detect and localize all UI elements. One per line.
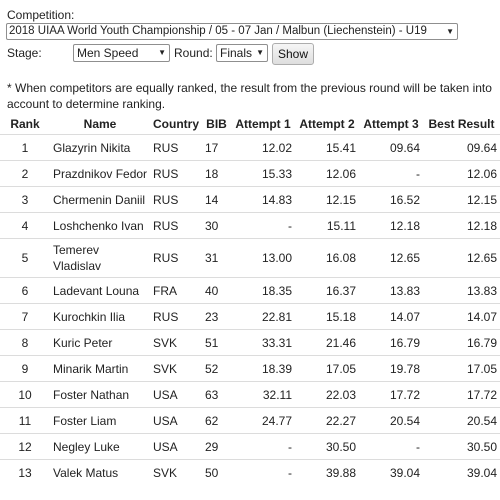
chevron-down-icon: ▼ xyxy=(446,27,454,36)
attempt-1-cell: 33.31 xyxy=(231,330,295,356)
round-label: Round: xyxy=(174,46,213,60)
bib-cell: 63 xyxy=(202,382,231,408)
round-select-value: Finals xyxy=(220,46,253,60)
attempt-1-cell: 13.00 xyxy=(231,239,295,278)
attempt-3-cell: 20.54 xyxy=(359,408,423,434)
attempt-2-cell: 30.50 xyxy=(295,434,359,460)
attempt-3-cell: 12.18 xyxy=(359,213,423,239)
bib-cell: 51 xyxy=(202,330,231,356)
name-cell: Temerev Vladislav xyxy=(50,239,150,278)
table-header-row xyxy=(0,114,500,135)
attempt-2-cell: 16.37 xyxy=(295,278,359,304)
name-cell: Loshchenko Ivan xyxy=(50,213,150,239)
table-row xyxy=(0,330,500,356)
attempt-1-cell: 22.81 xyxy=(231,304,295,330)
competition-select[interactable] xyxy=(6,23,458,40)
bib-cell: 17 xyxy=(202,135,231,161)
name-cell: Foster Liam xyxy=(50,408,150,434)
chevron-down-icon: ▼ xyxy=(256,48,264,57)
round-select[interactable] xyxy=(216,44,268,62)
rank-cell: 3 xyxy=(0,187,50,213)
attempt-2-cell: 15.18 xyxy=(295,304,359,330)
attempt-3-cell: 13.83 xyxy=(359,278,423,304)
table-row xyxy=(0,304,500,330)
table-row xyxy=(0,213,500,239)
show-button[interactable]: Show xyxy=(272,43,314,65)
best-result-cell: 20.54 xyxy=(423,408,500,434)
best-result-cell: 17.05 xyxy=(423,356,500,382)
attempt-3-cell: 16.52 xyxy=(359,187,423,213)
name-cell: Foster Nathan xyxy=(50,382,150,408)
bib-cell: 40 xyxy=(202,278,231,304)
best-result-cell: 13.83 xyxy=(423,278,500,304)
best-result-cell: 12.65 xyxy=(423,239,500,278)
rank-cell: 10 xyxy=(0,382,50,408)
bib-cell: 29 xyxy=(202,434,231,460)
table-row xyxy=(0,187,500,213)
bib-cell: 30 xyxy=(202,213,231,239)
name-cell: Prazdnikov Fedor xyxy=(50,161,150,187)
best-result-cell: 12.15 xyxy=(423,187,500,213)
attempt-3-cell: - xyxy=(359,161,423,187)
table-row xyxy=(0,460,500,486)
header-attempt-1: Attempt 1 xyxy=(231,114,295,135)
header-bib: BIB xyxy=(202,114,231,135)
attempt-1-cell: 24.77 xyxy=(231,408,295,434)
attempt-1-cell: - xyxy=(231,460,295,486)
rank-cell: 6 xyxy=(0,278,50,304)
competition-select-value: 2018 UIAA World Youth Championship / 05 - 07 Jan / Malbun (Liechenstein) - U19 xyxy=(9,25,427,37)
country-cell: FRA xyxy=(150,278,202,304)
header-attempt-2: Attempt 2 xyxy=(295,114,359,135)
competition-label: Competition: xyxy=(7,8,75,22)
rank-cell: 8 xyxy=(0,330,50,356)
bib-cell: 62 xyxy=(202,408,231,434)
bib-cell: 14 xyxy=(202,187,231,213)
rank-cell: 11 xyxy=(0,408,50,434)
country-cell: RUS xyxy=(150,161,202,187)
chevron-down-icon: ▼ xyxy=(158,48,166,57)
table-row xyxy=(0,434,500,460)
best-result-cell: 17.72 xyxy=(423,382,500,408)
rank-cell: 7 xyxy=(0,304,50,330)
attempt-3-cell: 14.07 xyxy=(359,304,423,330)
header-attempt-3: Attempt 3 xyxy=(359,114,423,135)
name-cell: Kuric Peter xyxy=(50,330,150,356)
best-result-cell: 16.79 xyxy=(423,330,500,356)
attempt-1-cell: 12.02 xyxy=(231,135,295,161)
attempt-3-cell: 12.65 xyxy=(359,239,423,278)
header-rank: Rank xyxy=(0,114,50,135)
bib-cell: 31 xyxy=(202,239,231,278)
attempt-1-cell: 18.39 xyxy=(231,356,295,382)
ranking-note: * When competitors are equally ranked, the result from the previous round will be taken into account to determine ranking. xyxy=(7,81,492,111)
stage-label: Stage: xyxy=(7,46,42,60)
name-cell: Ladevant Louna xyxy=(50,278,150,304)
attempt-2-cell: 12.06 xyxy=(295,161,359,187)
rank-cell: 1 xyxy=(0,135,50,161)
best-result-cell: 14.07 xyxy=(423,304,500,330)
attempt-1-cell: - xyxy=(231,213,295,239)
attempt-1-cell: - xyxy=(231,434,295,460)
name-cell: Glazyrin Nikita xyxy=(50,135,150,161)
attempt-2-cell: 39.88 xyxy=(295,460,359,486)
country-cell: RUS xyxy=(150,135,202,161)
name-cell: Kurochkin Ilia xyxy=(50,304,150,330)
bib-cell: 50 xyxy=(202,460,231,486)
rank-cell: 2 xyxy=(0,161,50,187)
rank-cell: 13 xyxy=(0,460,50,486)
stage-select[interactable] xyxy=(73,44,170,62)
attempt-1-cell: 14.83 xyxy=(231,187,295,213)
country-cell: SVK xyxy=(150,356,202,382)
country-cell: USA xyxy=(150,408,202,434)
best-result-cell: 12.06 xyxy=(423,161,500,187)
best-result-cell: 12.18 xyxy=(423,213,500,239)
country-cell: USA xyxy=(150,434,202,460)
bib-cell: 18 xyxy=(202,161,231,187)
name-cell: Minarik Martin xyxy=(50,356,150,382)
country-cell: RUS xyxy=(150,213,202,239)
rank-cell: 9 xyxy=(0,356,50,382)
best-result-cell: 39.04 xyxy=(423,460,500,486)
country-cell: SVK xyxy=(150,330,202,356)
name-cell: Valek Matus xyxy=(50,460,150,486)
stage-select-value: Men Speed xyxy=(77,46,139,60)
name-cell: Negley Luke xyxy=(50,434,150,460)
header-country: Country xyxy=(150,114,202,135)
attempt-2-cell: 16.08 xyxy=(295,239,359,278)
attempt-2-cell: 21.46 xyxy=(295,330,359,356)
attempt-3-cell: - xyxy=(359,434,423,460)
attempt-3-cell: 17.72 xyxy=(359,382,423,408)
rank-cell: 12 xyxy=(0,434,50,460)
best-result-cell: 30.50 xyxy=(423,434,500,460)
rank-cell: 4 xyxy=(0,213,50,239)
results-table xyxy=(0,114,500,485)
table-row xyxy=(0,356,500,382)
attempt-1-cell: 32.11 xyxy=(231,382,295,408)
table-row xyxy=(0,239,500,278)
name-cell: Chermenin Daniil xyxy=(50,187,150,213)
bib-cell: 52 xyxy=(202,356,231,382)
header-best-result: Best Result xyxy=(423,114,500,135)
best-result-cell: 09.64 xyxy=(423,135,500,161)
attempt-1-cell: 18.35 xyxy=(231,278,295,304)
attempt-1-cell: 15.33 xyxy=(231,161,295,187)
attempt-2-cell: 17.05 xyxy=(295,356,359,382)
attempt-3-cell: 16.79 xyxy=(359,330,423,356)
rank-cell: 5 xyxy=(0,239,50,278)
table-row xyxy=(0,135,500,161)
table-row xyxy=(0,382,500,408)
table-row xyxy=(0,278,500,304)
bib-cell: 23 xyxy=(202,304,231,330)
country-cell: SVK xyxy=(150,460,202,486)
table-row xyxy=(0,408,500,434)
country-cell: RUS xyxy=(150,304,202,330)
attempt-2-cell: 15.11 xyxy=(295,213,359,239)
country-cell: RUS xyxy=(150,187,202,213)
attempt-3-cell: 39.04 xyxy=(359,460,423,486)
attempt-3-cell: 09.64 xyxy=(359,135,423,161)
attempt-3-cell: 19.78 xyxy=(359,356,423,382)
attempt-2-cell: 22.03 xyxy=(295,382,359,408)
table-row xyxy=(0,161,500,187)
header-name: Name xyxy=(50,114,150,135)
attempt-2-cell: 12.15 xyxy=(295,187,359,213)
attempt-2-cell: 22.27 xyxy=(295,408,359,434)
country-cell: RUS xyxy=(150,239,202,278)
country-cell: USA xyxy=(150,382,202,408)
attempt-2-cell: 15.41 xyxy=(295,135,359,161)
